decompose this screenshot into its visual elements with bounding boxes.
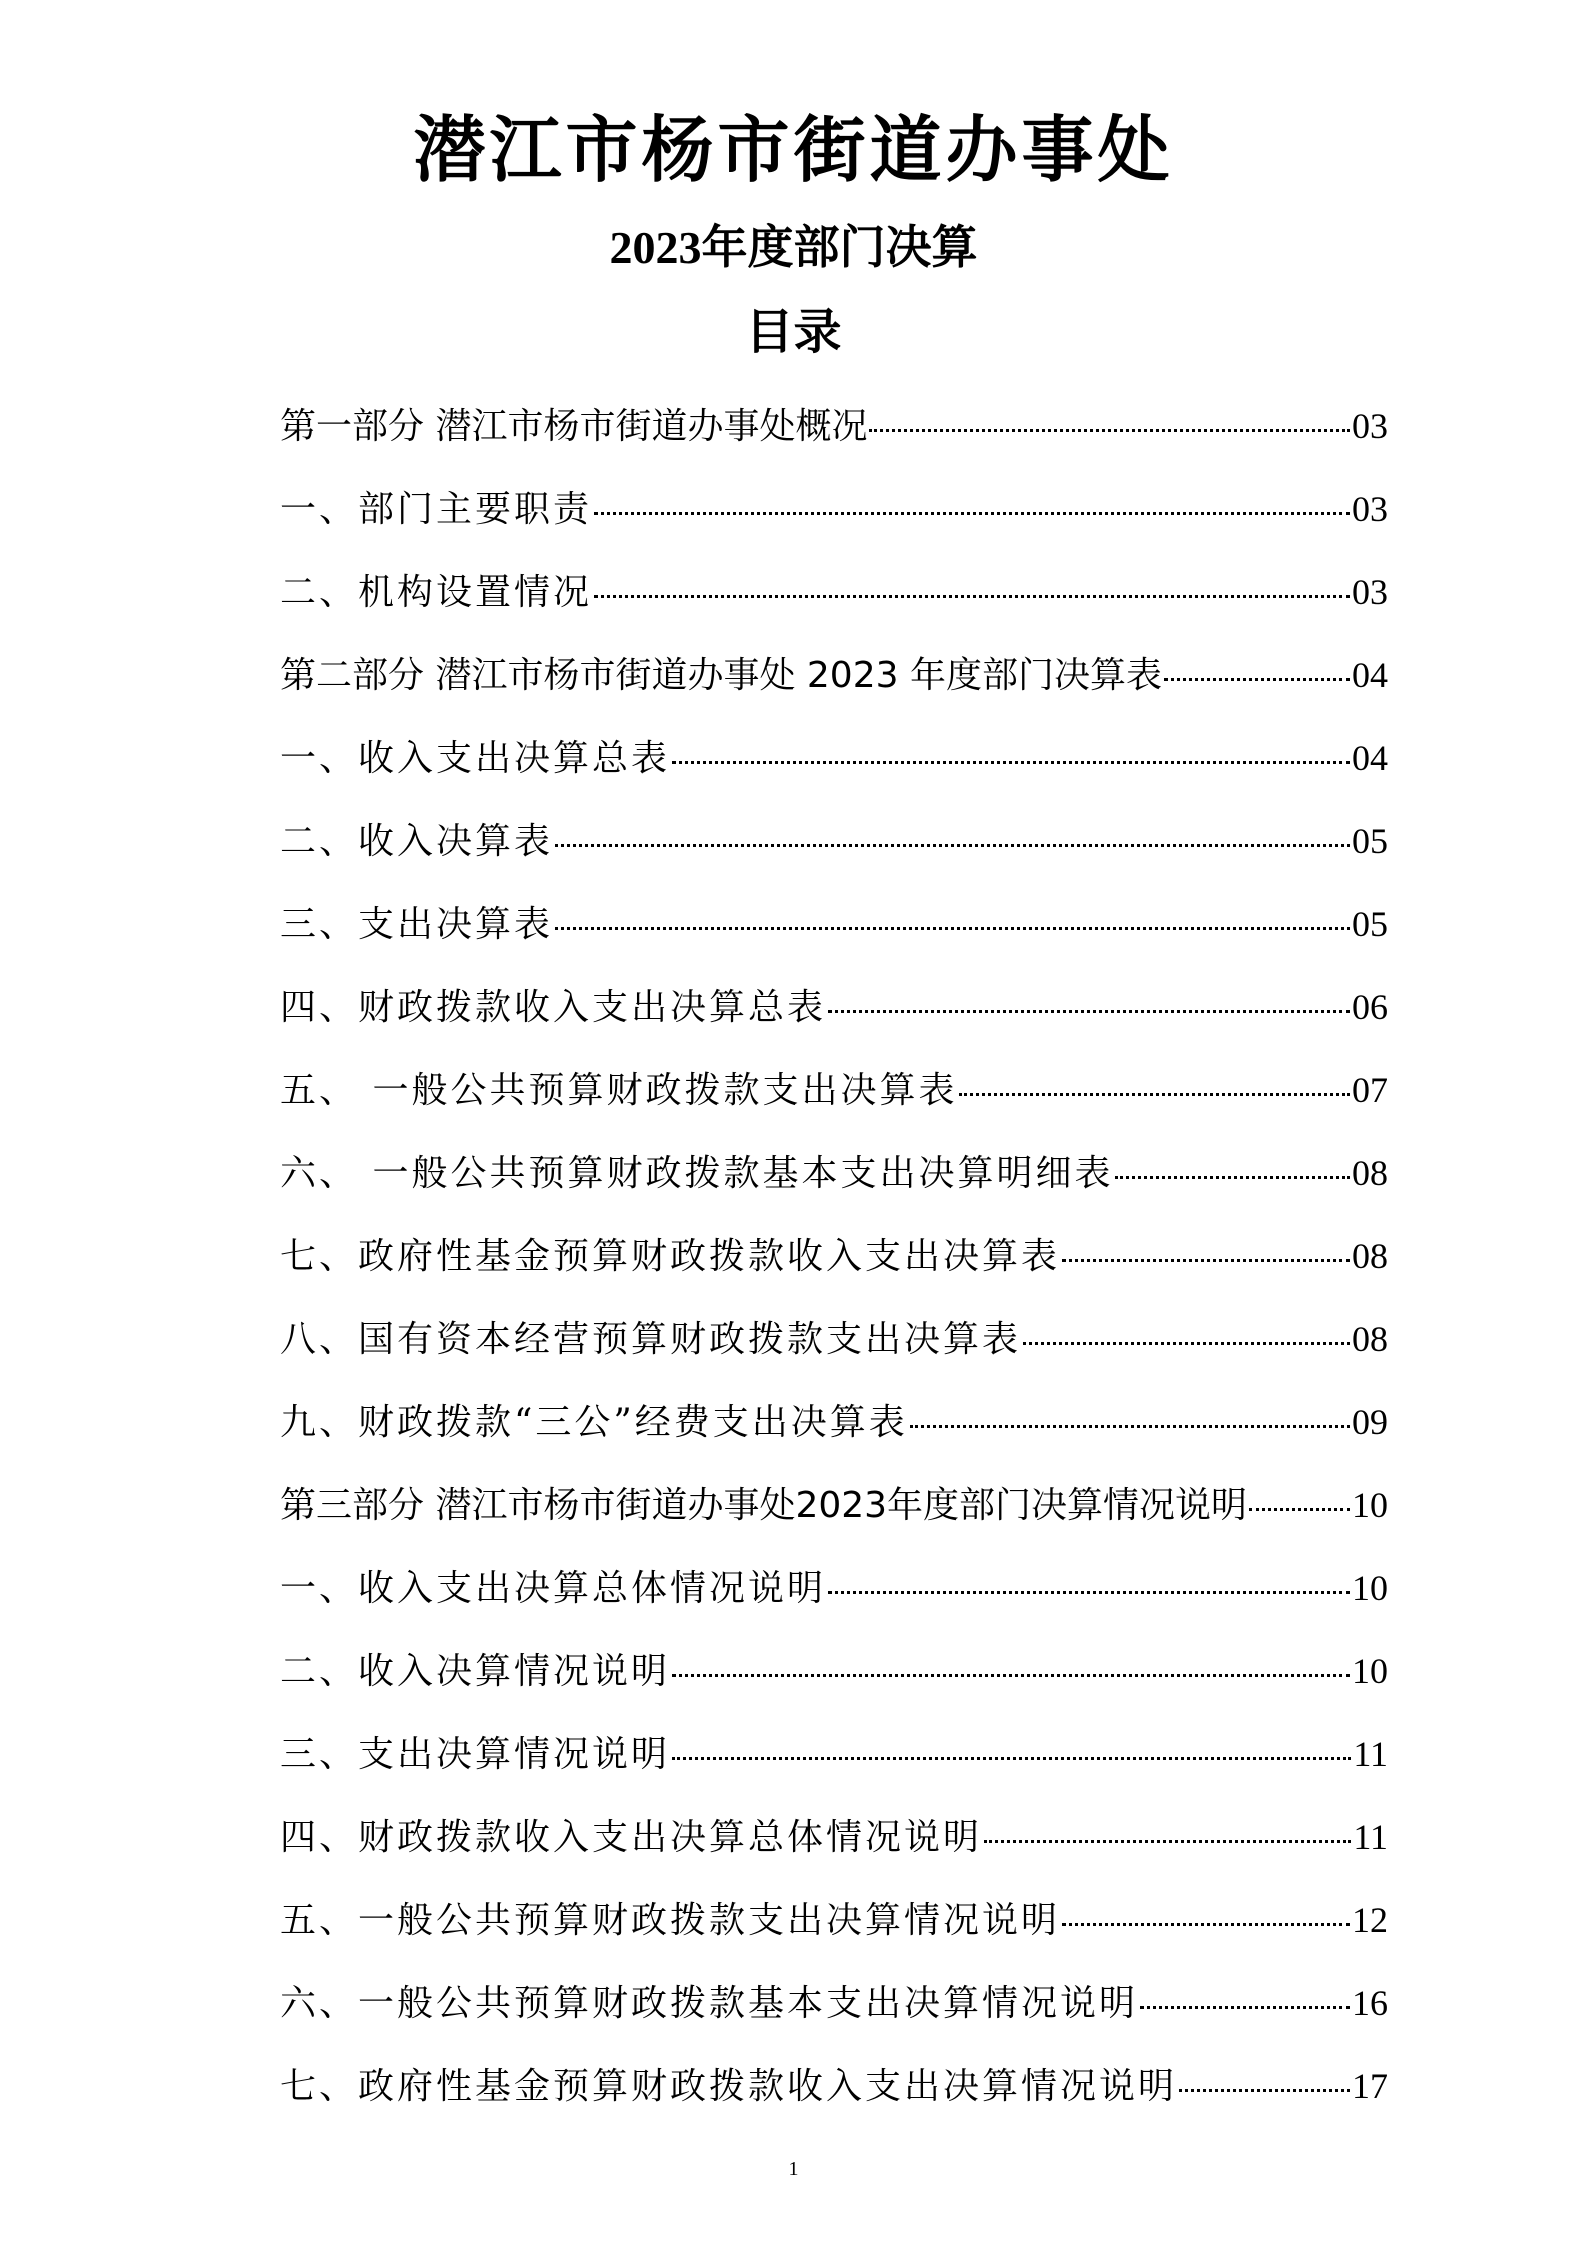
- toc-entry-page: 07: [1352, 1070, 1388, 1110]
- toc-entry-label: 六、一般公共预算财政拨款基本支出决算情况说明: [280, 1983, 1139, 2024]
- toc-part-entry[interactable]: [280, 634, 1388, 717]
- toc-entry-label: 二、收入决算表: [280, 821, 554, 862]
- toc-entry[interactable]: [280, 1049, 1388, 1132]
- toc-entry-page: 11: [1353, 1817, 1388, 1857]
- table-of-contents: [280, 385, 1388, 2128]
- toc-entry-label: 四、财政拨款收入支出决算总表: [280, 987, 827, 1028]
- toc-entry-page: 08: [1352, 1153, 1388, 1193]
- toc-entry-label: 二、机构设置情况: [280, 572, 593, 613]
- toc-entry-label: 七、政府性基金预算财政拨款收入支出决算表: [280, 1236, 1061, 1277]
- toc-entry-label: 八、国有资本经营预算财政拨款支出决算表: [280, 1319, 1022, 1360]
- toc-entry[interactable]: [280, 2045, 1388, 2128]
- toc-entry-page: 12: [1352, 1900, 1388, 1940]
- toc-dot-leader: [1179, 2089, 1350, 2092]
- toc-dot-leader: [555, 927, 1350, 930]
- toc-entry[interactable]: [280, 966, 1388, 1049]
- toc-entry-label: 七、政府性基金预算财政拨款收入支出决算情况说明: [280, 2066, 1178, 2107]
- toc-entry[interactable]: [280, 1630, 1388, 1713]
- toc-entry[interactable]: [280, 1547, 1388, 1630]
- toc-entry[interactable]: [280, 1879, 1388, 1962]
- toc-entry-page: 10: [1352, 1568, 1388, 1608]
- toc-entry-page: 05: [1352, 904, 1388, 944]
- toc-entry-page: 03: [1352, 406, 1388, 446]
- toc-entry-page: 04: [1352, 738, 1388, 778]
- toc-entry[interactable]: [280, 1962, 1388, 2045]
- toc-entry-label: 五、 一般公共预算财政拨款支出决算表: [280, 1070, 958, 1111]
- toc-entry-label: 三、支出决算情况说明: [280, 1734, 671, 1775]
- toc-dot-leader: [1062, 1259, 1350, 1262]
- toc-entry-page: 10: [1352, 1485, 1388, 1525]
- toc-entry[interactable]: [280, 1132, 1388, 1215]
- toc-entry[interactable]: [280, 1713, 1388, 1796]
- toc-entry-page: 03: [1352, 572, 1388, 612]
- toc-dot-leader: [984, 1840, 1351, 1843]
- toc-dot-leader: [828, 1010, 1350, 1013]
- toc-dot-leader: [672, 761, 1350, 764]
- toc-entry-page: 06: [1352, 987, 1388, 1027]
- document-title: 潜江市杨市街道办事处: [413, 107, 1174, 192]
- toc-entry[interactable]: [280, 468, 1388, 551]
- document-subtitle: 2023年度部门决算: [609, 222, 978, 273]
- toc-dot-leader: [672, 1757, 1351, 1760]
- toc-entry[interactable]: [280, 1298, 1388, 1381]
- toc-entry-label: 一、部门主要职责: [280, 489, 593, 530]
- toc-entry-page: 17: [1352, 2066, 1388, 2106]
- toc-entry-page: 05: [1352, 821, 1388, 861]
- toc-part-entry[interactable]: [280, 1464, 1388, 1547]
- toc-entry-page: 08: [1352, 1319, 1388, 1359]
- toc-dot-leader: [1164, 678, 1350, 681]
- toc-entry-label: 第一部分 潜江市杨市街道办事处概况: [280, 406, 868, 447]
- toc-entry-page: 10: [1352, 1651, 1388, 1691]
- toc-entry-label: 九、财政拨款“三公”经费支出决算表: [280, 1402, 908, 1443]
- toc-entry-page: 16: [1352, 1983, 1388, 2023]
- toc-dot-leader: [594, 512, 1350, 515]
- toc-entry[interactable]: [280, 1381, 1388, 1464]
- toc-dot-leader: [1115, 1176, 1350, 1179]
- toc-entry-label: 第三部分 潜江市杨市街道办事处2023年度部门决算情况说明: [280, 1485, 1248, 1526]
- toc-entry-label: 三、支出决算表: [280, 904, 554, 945]
- toc-entry-label: 一、收入支出决算总体情况说明: [280, 1568, 827, 1609]
- toc-entry-label: 第二部分 潜江市杨市街道办事处 2023 年度部门决算表: [280, 655, 1162, 696]
- toc-entry-label: 二、收入决算情况说明: [280, 1651, 671, 1692]
- toc-entry-page: 04: [1352, 655, 1388, 695]
- toc-dot-leader: [910, 1425, 1350, 1428]
- toc-dot-leader: [1249, 1508, 1350, 1511]
- toc-dot-leader: [828, 1591, 1350, 1594]
- toc-dot-leader: [869, 429, 1350, 432]
- toc-entry-label: 四、财政拨款收入支出决算总体情况说明: [280, 1817, 983, 1858]
- toc-entry[interactable]: [280, 1796, 1388, 1879]
- toc-dot-leader: [1062, 1923, 1350, 1926]
- toc-dot-leader: [959, 1093, 1350, 1096]
- toc-entry[interactable]: [280, 717, 1388, 800]
- page-number: 1: [788, 2158, 799, 2180]
- toc-dot-leader: [555, 844, 1350, 847]
- toc-entry-label: 六、 一般公共预算财政拨款基本支出决算明细表: [280, 1153, 1114, 1194]
- toc-dot-leader: [1023, 1342, 1350, 1345]
- toc-heading: 目录: [745, 304, 842, 360]
- toc-entry-label: 五、一般公共预算财政拨款支出决算情况说明: [280, 1900, 1061, 1941]
- toc-entry-label: 一、收入支出决算总表: [280, 738, 671, 779]
- toc-entry-page: 11: [1353, 1734, 1388, 1774]
- toc-part-entry[interactable]: [280, 385, 1388, 468]
- toc-entry-page: 08: [1352, 1236, 1388, 1276]
- toc-entry-page: 09: [1352, 1402, 1388, 1442]
- toc-entry[interactable]: [280, 1215, 1388, 1298]
- toc-entry[interactable]: [280, 800, 1388, 883]
- toc-entry-page: 03: [1352, 489, 1388, 529]
- toc-entry[interactable]: [280, 883, 1388, 966]
- toc-dot-leader: [672, 1674, 1350, 1677]
- toc-dot-leader: [1140, 2006, 1350, 2009]
- toc-entry[interactable]: [280, 551, 1388, 634]
- toc-dot-leader: [594, 595, 1350, 598]
